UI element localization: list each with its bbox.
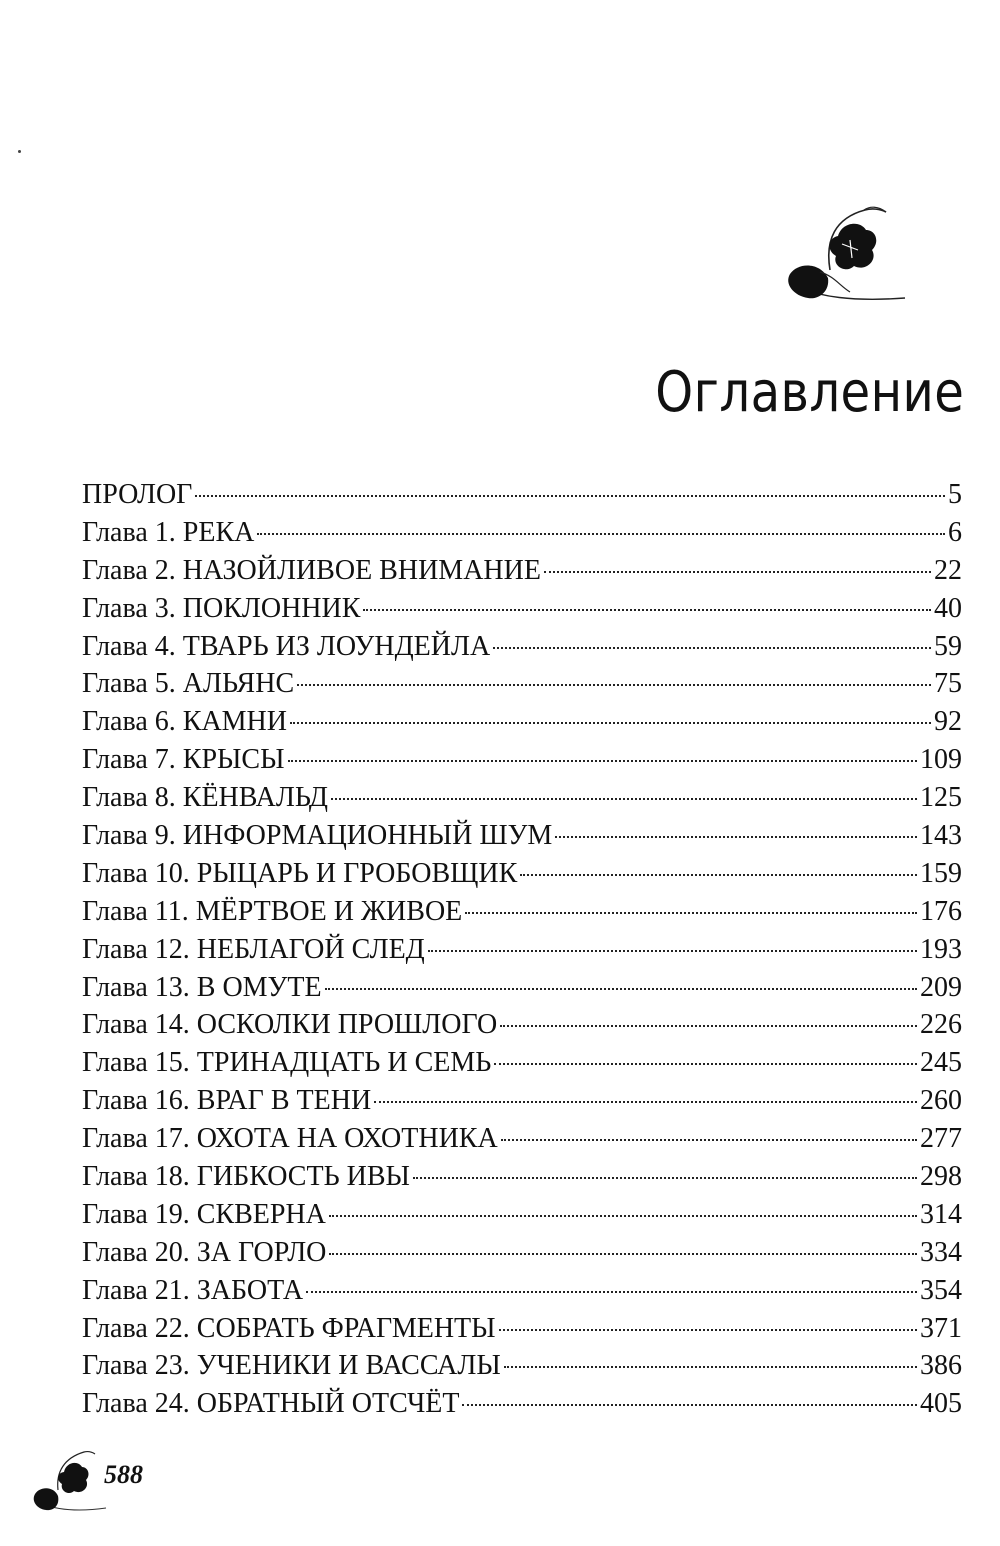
toc-entry-title: Глава 19. СКВЕРНА xyxy=(82,1198,326,1230)
toc-entry xyxy=(82,552,962,590)
toc-entry-page: 209 xyxy=(920,971,962,1003)
toc-entry xyxy=(82,893,962,931)
dot-leader xyxy=(413,1177,917,1179)
toc-entry-title: Глава 10. РЫЦАРЬ И ГРОБОВЩИК xyxy=(82,857,518,889)
toc-entry-page: 354 xyxy=(920,1274,962,1306)
toc-entry-page: 6 xyxy=(948,516,962,548)
toc-entry-title: Глава 13. В ОМУТЕ xyxy=(82,971,322,1003)
dot-leader xyxy=(465,912,917,914)
toc-entry xyxy=(82,1120,962,1158)
toc-entry-title: Глава 16. ВРАГ В ТЕНИ xyxy=(82,1085,372,1117)
toc-entry-page: 277 xyxy=(920,1123,962,1155)
dot-leader xyxy=(374,1101,917,1103)
toc-entry-page: 405 xyxy=(920,1388,962,1420)
toc-entry-title: Глава 17. ОХОТА НА ОХОТНИКА xyxy=(82,1123,498,1155)
toc-entry xyxy=(82,1082,962,1120)
toc-entry xyxy=(82,514,962,552)
dot-leader xyxy=(195,495,945,497)
toc-entry xyxy=(82,1044,962,1082)
toc-entry xyxy=(82,628,962,666)
dot-leader xyxy=(494,1063,917,1065)
toc-entry xyxy=(82,969,962,1007)
dot-leader xyxy=(331,798,917,800)
toc-entry xyxy=(82,817,962,855)
leaf-branch-icon xyxy=(28,1446,108,1516)
toc-entry xyxy=(82,1310,962,1348)
toc-entry-page: 386 xyxy=(920,1350,962,1382)
toc-entry-title: Глава 24. ОБРАТНЫЙ ОТСЧЁТ xyxy=(82,1388,460,1420)
toc-entry-title: Глава 9. ИНФОРМАЦИОННЫЙ ШУМ xyxy=(82,820,553,852)
dot-leader xyxy=(544,571,931,573)
toc-entry-page: 75 xyxy=(934,668,962,700)
dot-leader xyxy=(462,1404,917,1406)
dot-leader xyxy=(329,1253,917,1255)
toc-entry-title: Глава 20. ЗА ГОРЛО xyxy=(82,1236,327,1268)
toc-entry-title: Глава 14. ОСКОЛКИ ПРОШЛОГО xyxy=(82,1009,498,1041)
toc-entry-page: 334 xyxy=(920,1236,962,1268)
dot-leader xyxy=(306,1291,917,1293)
toc-entry-title: Глава 2. НАЗОЙЛИВОЕ ВНИМАНИЕ xyxy=(82,554,541,586)
toc-entry xyxy=(82,1385,962,1423)
dot-leader xyxy=(297,684,931,686)
dot-leader xyxy=(329,1215,917,1217)
dot-leader xyxy=(363,609,931,611)
toc-entry xyxy=(82,1196,962,1234)
leaf-branch-icon xyxy=(780,200,910,310)
toc-entry xyxy=(82,931,962,969)
toc-entry xyxy=(82,1006,962,1044)
toc-entry-page: 193 xyxy=(920,933,962,965)
dot-leader xyxy=(501,1139,917,1141)
toc-entry xyxy=(82,779,962,817)
toc-entry xyxy=(82,590,962,628)
toc-entry-title: Глава 1. РЕКА xyxy=(82,516,255,548)
toc-entry-title: Глава 3. ПОКЛОННИК xyxy=(82,592,361,624)
toc-entry-page: 5 xyxy=(948,479,962,510)
toc-entry-page: 92 xyxy=(934,706,962,738)
toc-entry-title: Глава 12. НЕБЛАГОЙ СЛЕД xyxy=(82,933,425,965)
table-of-contents xyxy=(82,476,962,1423)
toc-entry-page: 260 xyxy=(920,1085,962,1117)
toc-entry-page: 109 xyxy=(920,744,962,776)
toc-entry-page: 298 xyxy=(920,1161,962,1193)
toc-entry-page: 22 xyxy=(934,554,962,586)
toc-entry-page: 226 xyxy=(920,1009,962,1041)
toc-entry xyxy=(82,1158,962,1196)
dot-leader xyxy=(500,1025,917,1027)
print-speck xyxy=(18,150,21,153)
toc-entry-title: Глава 23. УЧЕНИКИ И ВАССАЛЫ xyxy=(82,1350,501,1382)
toc-entry xyxy=(82,1347,962,1385)
toc-entry-title: Глава 4. ТВАРЬ ИЗ ЛОУНДЕЙЛА xyxy=(82,630,491,662)
toc-entry xyxy=(82,1234,962,1272)
dot-leader xyxy=(504,1366,917,1368)
toc-entry-title: Глава 15. ТРИНАДЦАТЬ И СЕМЬ xyxy=(82,1047,492,1079)
dot-leader xyxy=(493,647,931,649)
dot-leader xyxy=(288,760,917,762)
toc-entry-page: 371 xyxy=(920,1312,962,1344)
toc-entry-page: 40 xyxy=(934,592,962,624)
toc-entry-page: 59 xyxy=(934,630,962,662)
toc-entry-title: Глава 6. КАМНИ xyxy=(82,706,287,738)
toc-entry-page: 159 xyxy=(920,857,962,889)
toc-entry-title: Глава 11. МЁРТВОЕ И ЖИВОЕ xyxy=(82,895,463,927)
toc-entry xyxy=(82,476,962,514)
toc-entry-page: 176 xyxy=(920,895,962,927)
dot-leader xyxy=(428,950,917,952)
toc-entry xyxy=(82,741,962,779)
toc-entry xyxy=(82,855,962,893)
toc-entry-title: Глава 7. КРЫСЫ xyxy=(82,744,285,776)
dot-leader xyxy=(257,533,945,535)
dot-leader xyxy=(325,988,917,990)
toc-entry-title: Глава 22. СОБРАТЬ ФРАГМЕНТЫ xyxy=(82,1312,496,1344)
dot-leader xyxy=(520,874,917,876)
toc-entry xyxy=(82,665,962,703)
toc-entry-page: 143 xyxy=(920,820,962,852)
toc-entry-title: Глава 8. КЁНВАЛЬД xyxy=(82,782,329,814)
toc-entry-title: Глава 21. ЗАБОТА xyxy=(82,1274,304,1306)
page-number: 588 xyxy=(104,1460,143,1489)
toc-entry-page: 314 xyxy=(920,1198,962,1230)
toc-entry-page: 125 xyxy=(920,782,962,814)
toc-entry-title: Глава 18. ГИБКОСТЬ ИВЫ xyxy=(82,1161,410,1193)
page-footer xyxy=(28,1446,208,1516)
page-title: Оглавление xyxy=(654,360,964,425)
toc-entry xyxy=(82,703,962,741)
dot-leader xyxy=(499,1329,917,1331)
toc-entry-title: Глава 5. АЛЬЯНС xyxy=(82,668,295,700)
toc-entry xyxy=(82,1272,962,1310)
dot-leader xyxy=(555,836,917,838)
toc-entry-page: 245 xyxy=(920,1047,962,1079)
dot-leader xyxy=(290,722,931,724)
toc-entry-title: ПРОЛОГ xyxy=(82,479,193,510)
